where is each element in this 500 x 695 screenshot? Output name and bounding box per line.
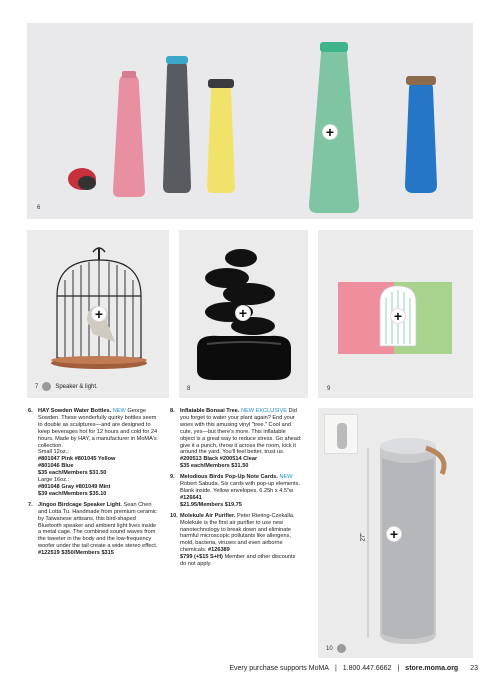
item-note: Member and other discounts do not apply.: [180, 554, 296, 568]
item-title: Molekule Air Purifier.: [180, 512, 236, 519]
price: $35 each/Members $31.50: [180, 463, 249, 470]
description-column-left: [28, 408, 160, 561]
birdcage-caption: [35, 382, 98, 391]
price: $799 (+$15 S+H): [180, 554, 223, 561]
dimension-label: 27": [360, 532, 367, 542]
item-body: Sean Chen and Lotta Tu. Handmade from premium ceramic by Taiwanese artisans, this bird-shaped Bluetooth speaker and ambient light lives inside a metal cage. The combined sound waves from the tweeter in the body and the low-frequency woofer under the tail create a wide stereo effect.: [38, 501, 158, 550]
cards-image: [318, 230, 473, 398]
audio-icon: [42, 382, 51, 391]
size-label: Small 12oz.:: [38, 449, 69, 456]
item-body: Robert Sabuda. Six cards with pop-up elements. Blank inside. Yellow envelopes. 6.25h x 4.5"w: [180, 481, 301, 494]
item-bonsai: [170, 408, 302, 470]
item-note-cards: [170, 474, 302, 509]
item-title: Melodious Birds Pop-Up Note Cards.: [180, 474, 278, 481]
new-badge: NEW EXCLUSIVE: [240, 408, 287, 414]
item-number: 7.: [28, 501, 33, 508]
item-number: 10.: [170, 512, 178, 519]
birdcage-image: [27, 230, 169, 398]
hotspot-plus-icon[interactable]: +: [235, 305, 251, 321]
hotspot-plus-icon[interactable]: +: [91, 306, 107, 322]
item-air-purifier: [170, 512, 302, 568]
new-badge: NEW: [279, 474, 293, 481]
purifier-inset-image: [324, 414, 358, 454]
footer-tagline: Every purchase supports MoMA: [229, 665, 329, 672]
size-label: Large 16oz.:: [38, 477, 70, 484]
bottles-illustration: [27, 23, 473, 219]
sku-line: #801047 Pink #801045 Yellow: [38, 456, 116, 463]
price: $21.95/Members $19.75: [180, 501, 242, 508]
footer-site-link[interactable]: store.moma.org: [405, 665, 459, 672]
price: $35 each/Members $31.50: [38, 470, 107, 477]
item-number: 8.: [170, 408, 175, 414]
figure-number: 9: [327, 386, 331, 392]
footer-separator: |: [334, 665, 337, 672]
sku-line: #126389: [208, 547, 230, 554]
hotspot-plus-icon[interactable]: +: [322, 124, 338, 140]
item-title: Inflatable Bonsai Tree.: [180, 408, 240, 414]
item-title: Jingoo Birdcage Speaker Light.: [38, 501, 122, 508]
sku-line: #200513 Black #200514 Clear: [180, 456, 258, 463]
hotspot-plus-icon[interactable]: +: [390, 308, 406, 324]
sku-line: #126641: [180, 494, 202, 501]
footer-phone[interactable]: 1.800.447.6662: [342, 665, 392, 672]
purifier-caption: [326, 644, 346, 653]
sku-line: #801046 Blue: [38, 463, 74, 470]
description-column-right: [170, 408, 302, 572]
hero-bottles-image: [27, 23, 473, 219]
figure-number: 10: [326, 645, 333, 652]
page-number: 23: [470, 665, 478, 672]
item-body: Peter Riering-Czekalla. Molekule is the first air purifier to use new nanotechnology to break down and eliminate harmful microscopic pollutants like allergens, mold, bacteria, viruses and even airborne chemicals.: [180, 512, 295, 554]
figure-number: 8: [187, 386, 191, 392]
footer-separator: |: [397, 665, 400, 672]
item-title: HAY Sowden Water Bottles.: [38, 408, 112, 414]
item-birdcage-speaker: [28, 501, 160, 557]
sku-line: #801048 Gray #801049 Mint: [38, 483, 111, 490]
item-number: 9.: [170, 474, 175, 481]
item-body: George Sowden. These wonderfully quirky bottles seem to double as sculptures—and are designed to keep beverages hot for 12 hours and cold for 24 hours. Made by HAY, a manufacturer in MoMA's collection.: [38, 408, 158, 449]
item-hay-bottles: [28, 408, 160, 498]
bonsai-image: [179, 230, 308, 398]
caption-text: Speaker & light.: [55, 383, 98, 390]
audio-icon: [337, 644, 346, 653]
figure-number: 7: [35, 383, 39, 390]
new-badge: NEW: [112, 408, 126, 414]
item-number: 6.: [28, 408, 33, 414]
page-footer: [0, 665, 500, 672]
purifier-image: [318, 408, 473, 658]
hotspot-plus-icon[interactable]: +: [386, 526, 402, 542]
price: $39 each/Members $35.10: [38, 490, 107, 497]
price: #122519 $350/Members $315: [38, 550, 114, 557]
figure-number: 6: [37, 205, 41, 211]
item-body: Did you forget to water your plant again? End your woes with this amusing vinyl "tree." Cool and cute, yes—but there's more. This inflatable object is a great way to reduce stress. Go ahead: give it a punch, throw it across the room, kick it around the yard. You'll feel better, trust us.: [180, 408, 302, 456]
